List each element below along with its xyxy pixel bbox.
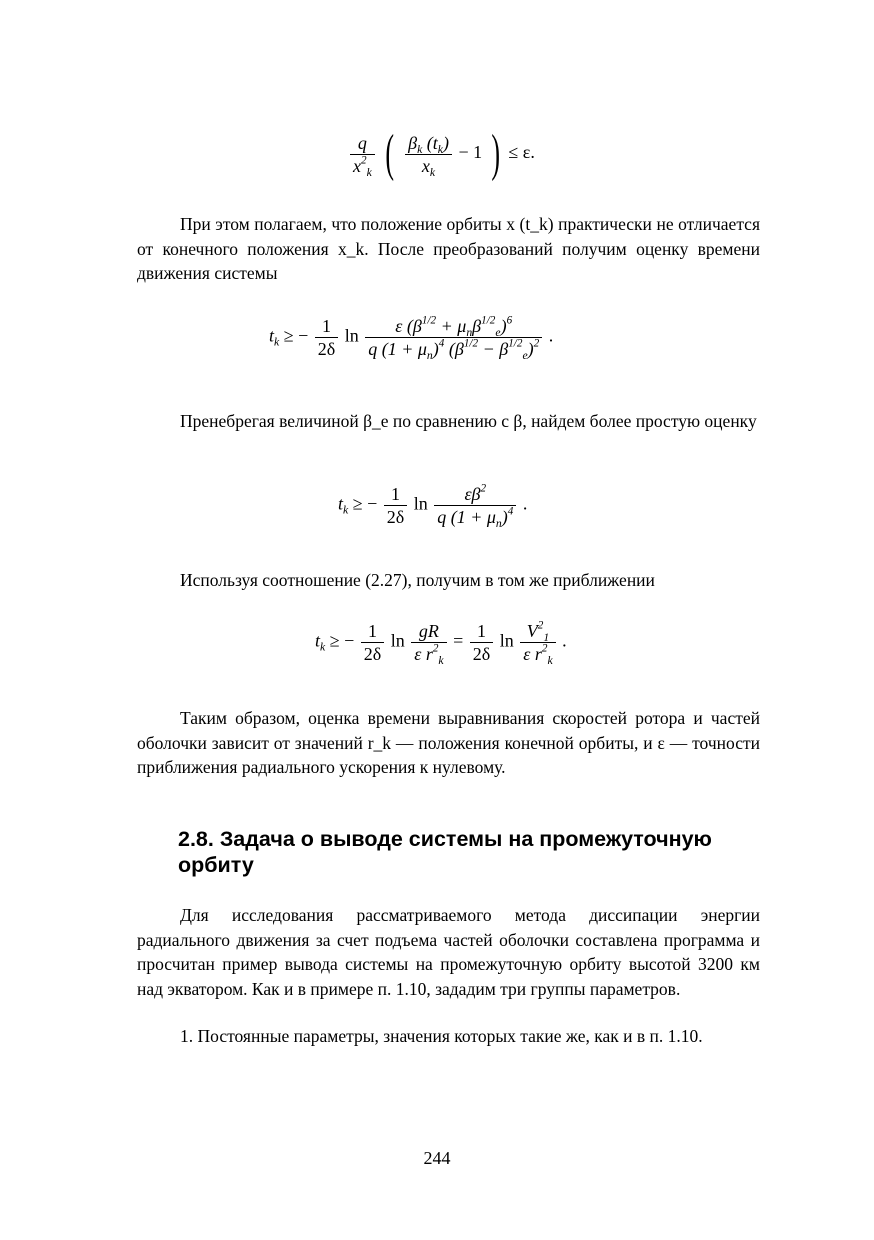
formula-2: $t_k$ ≥ − $\frac{1}{2\delta}$ ln $\frac{\varepsilon (\beta^{1/2} + \mu_n\beta^{1/2}_e)^6}{q (1 + \mu_n)^4 (\beta^{1/2} - \beta^{1/2}_e)^2}$ . xyxy=(269,314,554,363)
formula-3-main-fraction: $\frac{\varepsilon\beta^2}{q (1 + \mu_n)^4}$ xyxy=(434,485,516,526)
formula-1-inner-fraction: $\frac{\beta_k (t_k)}{x_k}$ xyxy=(405,134,452,175)
paragraph-4: Таким образом, оценка времени выравнивания скоростей ротора и частей оболочки зависит от значений r_k — положения конечной орбиты, и ε — точности приближения радиального ускорения к нулевому. xyxy=(137,708,760,777)
paragraph-2: Пренебрегая величиной β_e по сравнению с β, найдем более простую оценку xyxy=(180,411,757,431)
formula-4: $t_k$ ≥ − $\frac{1}{2\delta}$ ln $\frac{gR}{\varepsilon r^2_k}$ = $\frac{1}{2\delta}$ ln $\frac{V^2_1}{\varepsilon r^2_k}$ . xyxy=(315,619,567,668)
paragraph-1: При этом полагаем, что положение орбиты x (t_k) практически не отличается от конечного положения x_k. После преобразований получим оценку времени движения системы xyxy=(137,214,760,283)
page-number: 244 xyxy=(423,1148,451,1168)
section-heading: 2.8. Задача о выводе системы на промежуточную орбиту xyxy=(178,827,712,877)
formula-3: $t_k$ ≥ − $\frac{1}{2\delta}$ ln $\frac{\varepsilon\beta^2}{q (1 + \mu_n)^4}$ . xyxy=(338,482,528,531)
paragraph-6: 1. Постоянные параметры, значения которых такие же, как и в п. 1.10. xyxy=(180,1026,703,1046)
formula-2-main-fraction: $\frac{\varepsilon (\beta^{1/2} + \mu_n\beta^{1/2}_e)^6}{q (1 + \mu_n)^4 (\beta^{1/2} - \beta^{1/2}_e)^2}$ xyxy=(365,317,542,358)
paragraph-5: Для исследования рассматриваемого метода диссипации энергии радиального движения за счет подъема частей оболочки составлена программа и просчитан пример вывода системы на промежуточную орбиту высотой 3200 км над экватором. Как и в примере п. 1.10, зададим три группы параметров. xyxy=(137,905,760,999)
paragraph-3: Используя соотношение (2.27), получим в том же приближении xyxy=(180,570,655,590)
formula-1-lhs-fraction: $\frac{q}{x^2_k}$ xyxy=(350,134,375,175)
formula-1: $\frac{q}{x^2_k}$ ( $\frac{\beta_k (t_k)}{x_k}$ − 1 ) ≤ ε. xyxy=(348,128,535,180)
